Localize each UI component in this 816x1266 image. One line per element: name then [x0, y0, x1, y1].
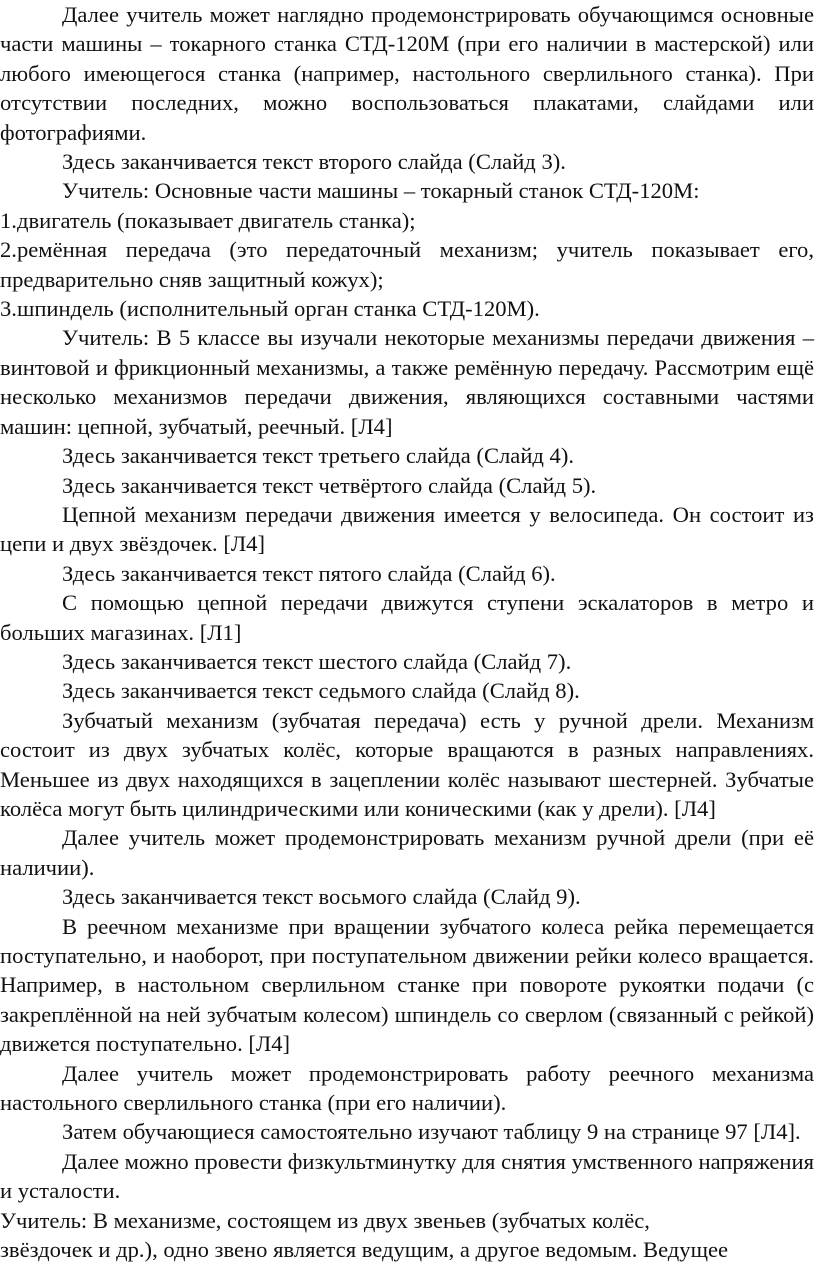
paragraph-1: Далее учитель может наглядно продемонстрировать обучающимся основные части машины – токарного станка СТД-120М (при его наличии в мастерской) или любого имеющегося станка (например, настольного сверлильного станка). При отсутствии последних, можно воспользоваться плакатами, слайдами или фотографиями. [0, 2, 814, 145]
list-item-3: 3.шпиндель (исполнительный орган станка СТД-120М). [0, 296, 540, 322]
list-item-1: 1.двигатель (показывает двигатель станка); [0, 207, 416, 233]
paragraph-9: С помощью цепной передачи движутся ступени эскалаторов в метро и больших магазинах. [Л1] [0, 590, 814, 645]
paragraph-6: Здесь заканчивается текст четвёртого слайда (Слайд 5). [62, 472, 597, 498]
paragraph-13: Далее учитель может продемонстрировать механизм ручной дрели (при её наличии). [0, 825, 814, 880]
paragraph-5: Здесь заканчивается текст третьего слайда (Слайд 4). [62, 443, 575, 469]
paragraph-3: Учитель: Основные части машины – токарный станок СТД-120М: [62, 178, 700, 204]
paragraph-11: Здесь заканчивается текст седьмого слайда (Слайд 8). [62, 678, 580, 704]
paragraph-16: Далее учитель может продемонстрировать работу реечного механизма настольного сверлильного станка (при его наличии). [0, 1060, 814, 1116]
paragraph-14: Здесь заканчивается текст восьмого слайда (Слайд 9). [62, 884, 581, 910]
paragraph-15: В реечном механизме при вращении зубчатого колеса рейка перемещается поступательно, и наоборот, при поступательном движении рейки колесо вращается. Например, в настольном сверлильном станке при повороте рукоятки подачи (с закреплённой на ней зубчатым колесом) шпиндель со сверлом (связанный с рейкой) движется поступательно. [Л4] [0, 913, 814, 1057]
final-line-2: звёздочек и др.), одно звено является ведущим, а другое ведомым. Ведущее [0, 1237, 729, 1263]
paragraph-7: Цепной механизм передачи движения имеется у велосипеда. Он состоит из цепи и двух звёздочек. [Л4] [0, 501, 814, 557]
paragraph-8: Здесь заканчивается текст пятого слайда (Слайд 6). [62, 560, 556, 586]
paragraph-18: Далее можно провести физкультминутку для снятия умственного напряжения и усталости. [0, 1148, 814, 1204]
paragraph-17: Затем обучающиеся самостоятельно изучают таблицу 9 на странице 97 [Л4]. [62, 1119, 801, 1145]
final-line-1: Учитель: В механизме, состоящем из двух звеньев (зубчатых колёс, [0, 1207, 650, 1233]
list-item-2: 2.ремённая передача (это передаточный механизм; учитель показывает его, предварительно сняв защитный кожух); [0, 237, 814, 292]
paragraph-4: Учитель: В 5 классе вы изучали некоторые механизмы передачи движения – винтовой и фрикционный механизмы, а также ремённую передачу. Рассмотрим ещё несколько механизмов передачи движения, являющихся составными частями машин: цепной, зубчатый, реечный. [Л4] [0, 325, 814, 439]
paragraph-2: Здесь заканчивается текст второго слайда (Слайд 3). [62, 149, 566, 175]
paragraph-12: Зубчатый механизм (зубчатая передача) есть у ручной дрели. Механизм состоит из двух зубчатых колёс, которые вращаются в разных направлениях. Меньшее из двух находящихся в зацеплении колёс называют шестерней. Зубчатые колёса могут быть цилиндрическими или коническими (как у дрели). [Л4] [0, 707, 814, 821]
paragraph-10: Здесь заканчивается текст шестого слайда (Слайд 7). [62, 648, 572, 674]
